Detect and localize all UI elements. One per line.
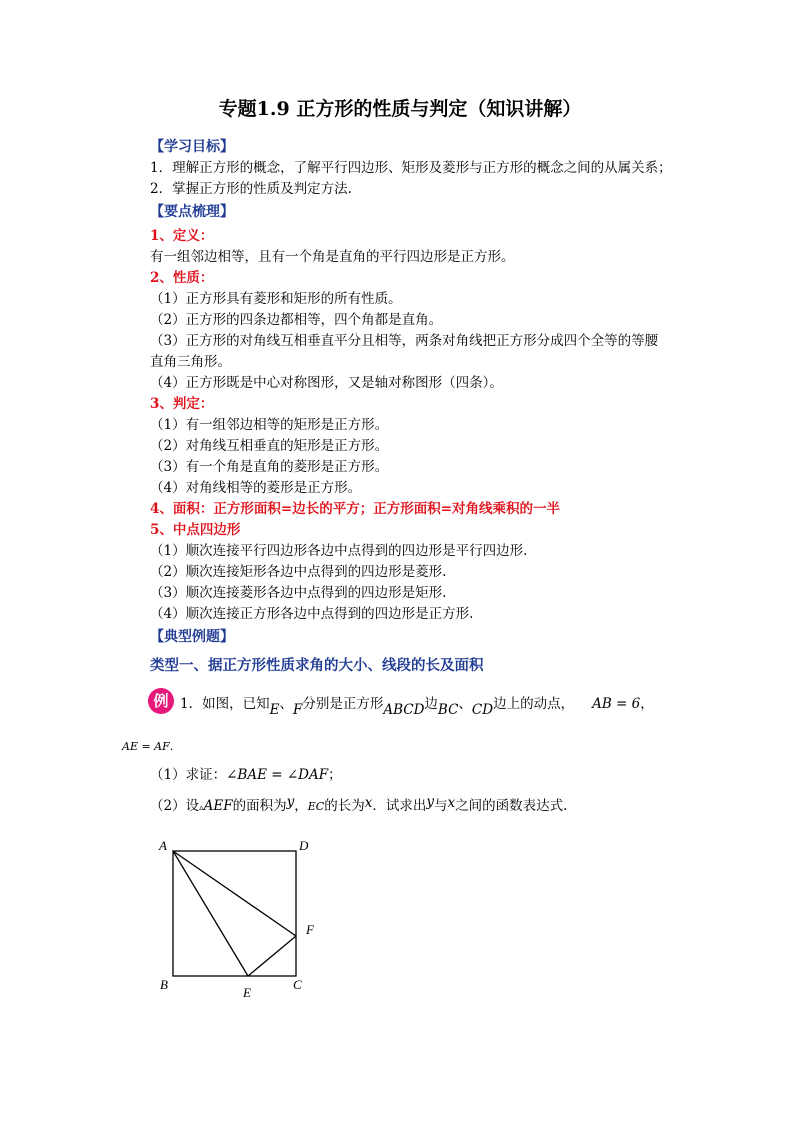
points-heading: 【要点梳理】 bbox=[150, 204, 234, 220]
goal-item: 1．理解正方形的概念，了解平行四边形、矩形及菱形与正方形的概念之间的从属关系； bbox=[150, 160, 672, 176]
midpoint-item: （4）顺次连接正方形各边中点得到的四边形是正方形. bbox=[150, 606, 474, 622]
property-item: （4）正方形既是中心对称图形，又是轴对称图形（四条）。 bbox=[150, 375, 503, 391]
judge-item: （1）有一组邻边相等的矩形是正方形。 bbox=[150, 417, 389, 433]
property-heading: 2、性质： bbox=[150, 270, 214, 286]
judge-item: （3）有一个角是直角的菱形是正方形。 bbox=[150, 459, 389, 475]
example-badge: 例 bbox=[148, 688, 174, 714]
property-item: （1）正方形具有菱形和矩形的所有性质。 bbox=[150, 291, 402, 307]
segment-ef bbox=[248, 936, 296, 976]
square-abcd bbox=[173, 851, 296, 976]
property-item: 直角三角形。 bbox=[150, 354, 231, 370]
midpoint-item: （1）顺次连接平行四边形各边中点得到的四边形是平行四边形. bbox=[150, 543, 528, 559]
definition-heading: 1、定义： bbox=[150, 228, 214, 244]
square-figure bbox=[150, 830, 340, 1010]
type-heading: 类型一、据正方形性质求角的大小、线段的长及面积 bbox=[150, 657, 484, 674]
label-d: D bbox=[299, 838, 309, 853]
property-item: （2）正方形的四条边都相等，四个角都是直角。 bbox=[150, 312, 443, 328]
label-a: A bbox=[159, 838, 167, 853]
midpoint-item: （3）顺次连接菱形各边中点得到的四边形是矩形. bbox=[150, 585, 447, 601]
question-line: 1．如图，已知E、F分别是正方形ABCD边BC、CD边上的动点， AB = 6， bbox=[180, 696, 654, 718]
judge-heading: 3、判定： bbox=[150, 396, 214, 412]
question-line-2: AE = AF. bbox=[122, 740, 174, 753]
sub-question-1: （1）求证：∠BAE = ∠DAF； bbox=[150, 767, 342, 783]
segment-ae bbox=[173, 851, 248, 976]
judge-item: （2）对角线互相垂直的矩形是正方形。 bbox=[150, 438, 389, 454]
definition-text: 有一组邻边相等，且有一个角是直角的平行四边形是正方形。 bbox=[150, 249, 515, 265]
label-e: E bbox=[243, 985, 251, 1000]
label-b: B bbox=[160, 977, 168, 992]
judge-item: （4）对角线相等的菱形是正方形。 bbox=[150, 480, 362, 496]
midpoint-item: （2）顺次连接矩形各边中点得到的四边形是菱形. bbox=[150, 564, 447, 580]
area-line: 4、面积：正方形面积=边长的平方；正方形面积=对角线乘积的一半 bbox=[150, 501, 561, 517]
goals-heading: 【学习目标】 bbox=[150, 139, 234, 155]
label-f: F bbox=[306, 922, 314, 937]
label-c: C bbox=[293, 977, 302, 992]
page-title: 专题1.9 正方形的性质与判定（知识讲解） bbox=[218, 98, 582, 120]
sub-question-2: （2）设▵AEF的面积为y，EC的长为x．试求出y与x之间的函数表达式. bbox=[150, 794, 568, 814]
property-item: （3）正方形的对角线互相垂直平分且相等，两条对角线把正方形分成四个全等的等腰 bbox=[150, 333, 659, 349]
segment-af bbox=[173, 851, 296, 936]
examples-heading: 【典型例题】 bbox=[150, 629, 234, 645]
midpoint-heading: 5、中点四边形 bbox=[150, 522, 241, 538]
goal-item: 2．掌握正方形的性质及判定方法. bbox=[150, 181, 352, 197]
